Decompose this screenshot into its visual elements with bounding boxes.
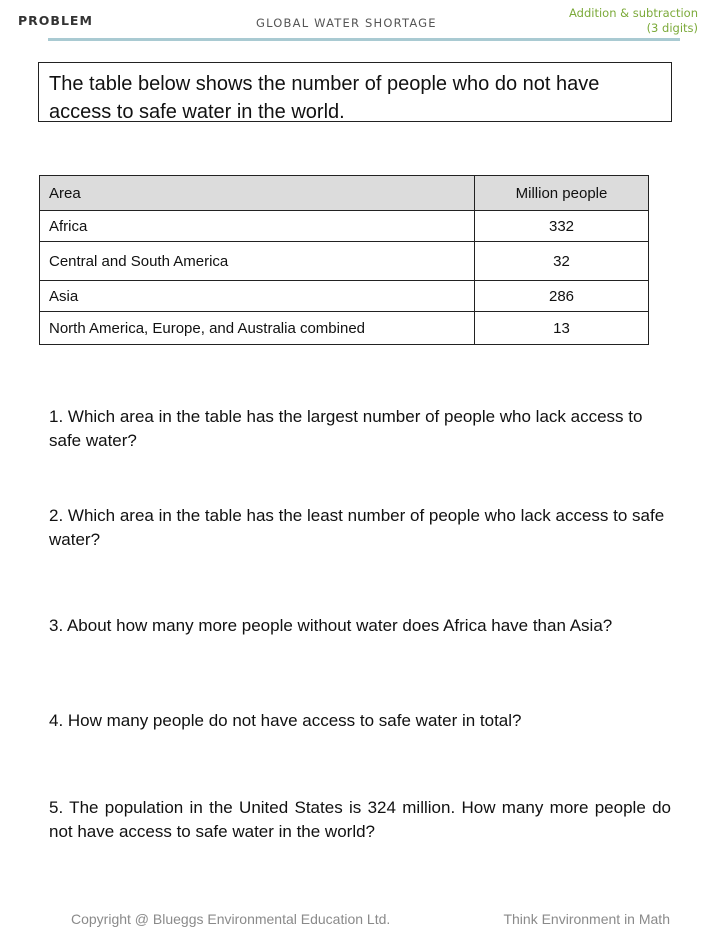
question-3: 3. About how many more people without water does Africa have than Asia?: [49, 616, 613, 635]
table-row: [40, 312, 649, 345]
worksheet-title: GLOBAL WATER SHORTAGE: [256, 16, 437, 30]
topic-label: [569, 6, 698, 36]
question-4: 4. How many people do not have access to safe water in total?: [49, 711, 522, 730]
question-5: 5. The population in the United States is 324 million. How many more people do not have access to safe water in the world?: [49, 798, 671, 841]
area-cell: Asia: [40, 281, 475, 312]
value-cell: 332: [475, 211, 649, 242]
footer-tagline: Think Environment in Math: [503, 911, 670, 927]
table-header-row: [40, 176, 649, 211]
copyright-notice: Copyright @ Blueggs Environmental Education Ltd.: [71, 911, 391, 927]
value-cell: 286: [475, 281, 649, 312]
value-cell: 32: [475, 242, 649, 281]
area-cell: Africa: [40, 211, 475, 242]
topic-line-2: (3 digits): [646, 21, 698, 35]
column-header-million-people: Million people: [475, 176, 649, 211]
topic-line-1: Addition & subtraction: [569, 6, 698, 20]
area-cell: North America, Europe, and Australia combined: [40, 312, 475, 345]
area-cell: Central and South America: [40, 242, 475, 281]
value-cell: 13: [475, 312, 649, 345]
water-access-table: [39, 175, 649, 345]
intro-text-box: The table below shows the number of people who do not have access to safe water in the world.: [38, 62, 672, 122]
question-1: 1. Which area in the table has the largest number of people who lack access to safe water?: [49, 407, 643, 450]
table-row: [40, 242, 649, 281]
table-row: [40, 211, 649, 242]
header-divider: [48, 38, 680, 41]
section-label: PROBLEM: [18, 13, 93, 28]
table-row: [40, 281, 649, 312]
column-header-area: Area: [40, 176, 475, 211]
question-2: 2. Which area in the table has the least number of people who lack access to safe water?: [49, 506, 665, 549]
